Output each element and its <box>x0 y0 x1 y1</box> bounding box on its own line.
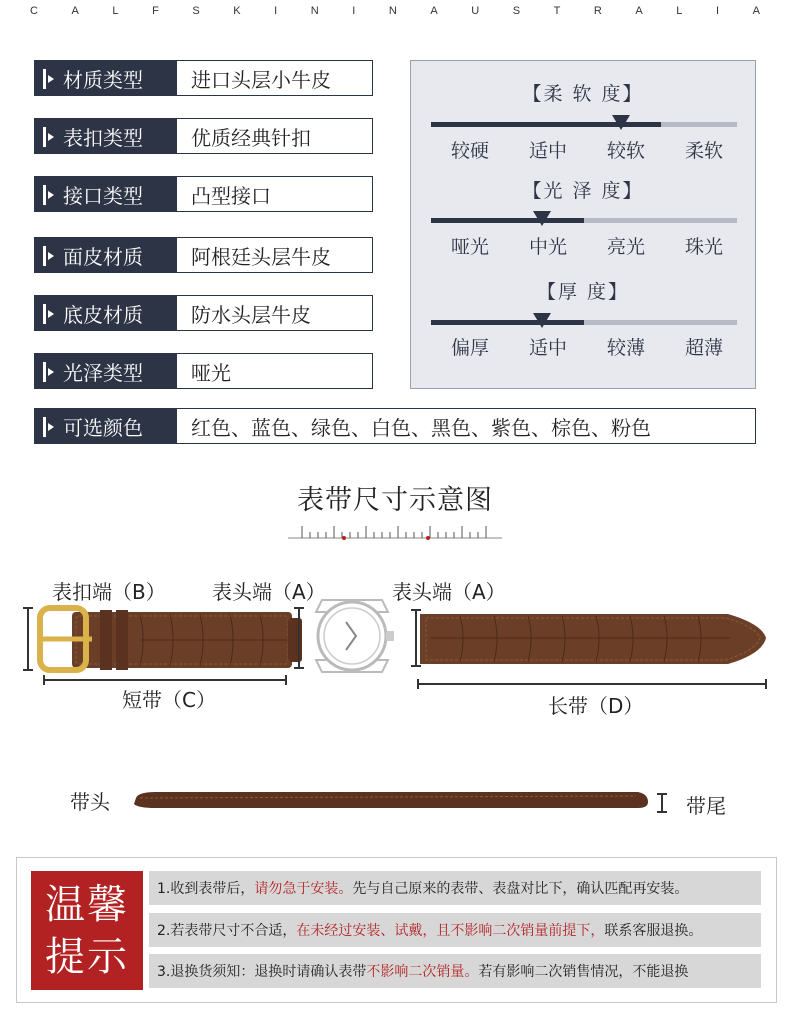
size-diagram-title: 表带尺寸示意图 <box>297 485 493 516</box>
banner-letter: S <box>512 5 521 17</box>
notice-text: 2.若表带尺寸不合适， <box>157 923 297 939</box>
spec-label: 底皮材质 <box>35 296 177 330</box>
label-strap-tail: 带尾 <box>686 794 726 818</box>
spec-row-material <box>34 60 373 96</box>
spec-label: 接口类型 <box>35 177 177 211</box>
rating-option: 较硬 <box>450 140 489 162</box>
banner-letter: A <box>71 5 79 17</box>
rating-option: 适中 <box>528 140 567 162</box>
label-head-end-long: 表头端（A） <box>392 580 506 604</box>
spec-value: 阿根廷头层牛皮 <box>191 244 331 269</box>
spec-row-gloss <box>34 353 373 389</box>
rating-marker-softness <box>612 115 630 130</box>
notice-item <box>149 913 761 947</box>
notice-panel <box>16 857 777 1003</box>
label-strap-head: 带头 <box>70 790 110 814</box>
notice-highlight: 在未经过安装、试戴，且不影响二次销量前提下， <box>296 923 605 939</box>
strap-side-profile <box>126 782 686 818</box>
notice-badge <box>31 871 143 990</box>
rating-option: 哑光 <box>450 236 489 258</box>
banner-letter: A <box>635 5 643 17</box>
spec-label: 材质类型 <box>35 61 177 95</box>
banner-letter: N <box>310 5 319 17</box>
rating-marker-gloss <box>533 211 551 226</box>
notice-text: 先与自己原来的表带、表盘对比下，确认匹配再安装。 <box>352 881 689 897</box>
banner-letter: R <box>593 5 602 17</box>
banner-letter: K <box>233 5 241 17</box>
rating-option: 偏厚 <box>450 337 489 359</box>
watch-icon <box>304 596 400 676</box>
rating-option: 中光 <box>528 236 567 258</box>
ruler-icon <box>288 518 502 540</box>
banner-letter: U <box>471 5 480 17</box>
banner-letter: T <box>553 5 561 17</box>
spec-label: 表扣类型 <box>35 119 177 153</box>
spec-value: 凸型接口 <box>191 183 271 208</box>
rating-track-thickness <box>431 320 737 325</box>
rating-option: 珠光 <box>684 236 723 258</box>
label-short-strap: 短带（C） <box>122 688 216 712</box>
rating-option: 较薄 <box>606 337 645 359</box>
spec-value: 进口头层小牛皮 <box>191 67 331 92</box>
spec-value: 优质经典针扣 <box>191 125 311 150</box>
rating-track-softness <box>431 122 737 127</box>
rating-title-softness: 【柔 软 度】 <box>522 83 644 105</box>
brand-banner <box>0 0 790 22</box>
spec-row-bottom-leather <box>34 295 373 331</box>
spec-row-colors <box>34 408 756 444</box>
notice-text: 联系客服退换。 <box>604 923 703 939</box>
spec-label: 光泽类型 <box>35 354 177 388</box>
banner-letter: L <box>676 5 683 17</box>
rating-marker-thickness <box>533 313 551 328</box>
rating-track-gloss <box>431 218 737 223</box>
label-head-end-short: 表头端（A） <box>212 580 326 604</box>
rating-option: 较软 <box>606 140 645 162</box>
banner-letter: I <box>274 5 278 17</box>
rating-option: 超薄 <box>684 337 723 359</box>
notice-highlight: 不影响二次销量。 <box>366 964 479 980</box>
notice-badge-line: 温馨 <box>45 882 129 928</box>
banner-letter: F <box>152 5 159 17</box>
spec-row-top-leather <box>34 237 373 273</box>
rating-options-softness <box>411 136 757 163</box>
banner-letter: N <box>388 5 397 17</box>
rating-option: 亮光 <box>606 236 645 258</box>
rating-options-gloss <box>411 232 757 259</box>
banner-letter: S <box>192 5 200 17</box>
notice-text: 3.退换货须知：退换时请确认表带 <box>157 964 367 980</box>
rating-option: 适中 <box>528 337 567 359</box>
rating-title-thickness: 【厚 度】 <box>536 281 630 303</box>
spec-row-interface <box>34 176 373 212</box>
banner-letter: A <box>752 5 760 17</box>
spec-value: 红色、蓝色、绿色、白色、黑色、紫色、棕色、粉色 <box>191 415 651 440</box>
notice-highlight: 请勿急于安装。 <box>254 881 353 897</box>
short-strap-illustration <box>20 600 310 690</box>
spec-label: 可选颜色 <box>35 409 177 443</box>
spec-value: 防水头层牛皮 <box>191 302 311 327</box>
notice-item <box>149 871 761 905</box>
spec-value: 哑光 <box>191 360 231 385</box>
label-buckle-end: 表扣端（B） <box>52 580 166 604</box>
rating-option: 柔软 <box>684 140 723 162</box>
banner-letter: L <box>112 5 119 17</box>
notice-text: 若有影响二次销售情况，不能退换 <box>478 964 689 980</box>
spec-row-buckle <box>34 118 373 154</box>
notice-badge-line: 提示 <box>45 934 129 980</box>
notice-item <box>149 954 761 988</box>
label-long-strap: 长带（D） <box>548 694 644 718</box>
banner-letter: I <box>352 5 356 17</box>
rating-title-gloss: 【光 泽 度】 <box>522 180 644 202</box>
banner-letter: C <box>30 5 38 17</box>
banner-letter: I <box>715 5 720 17</box>
rating-panel <box>410 60 756 389</box>
spec-label: 面皮材质 <box>35 238 177 272</box>
banner-letter: A <box>430 5 438 17</box>
rating-options-thickness <box>411 333 757 360</box>
notice-text: 1.收到表带后， <box>157 881 255 897</box>
long-strap-illustration <box>410 600 772 692</box>
